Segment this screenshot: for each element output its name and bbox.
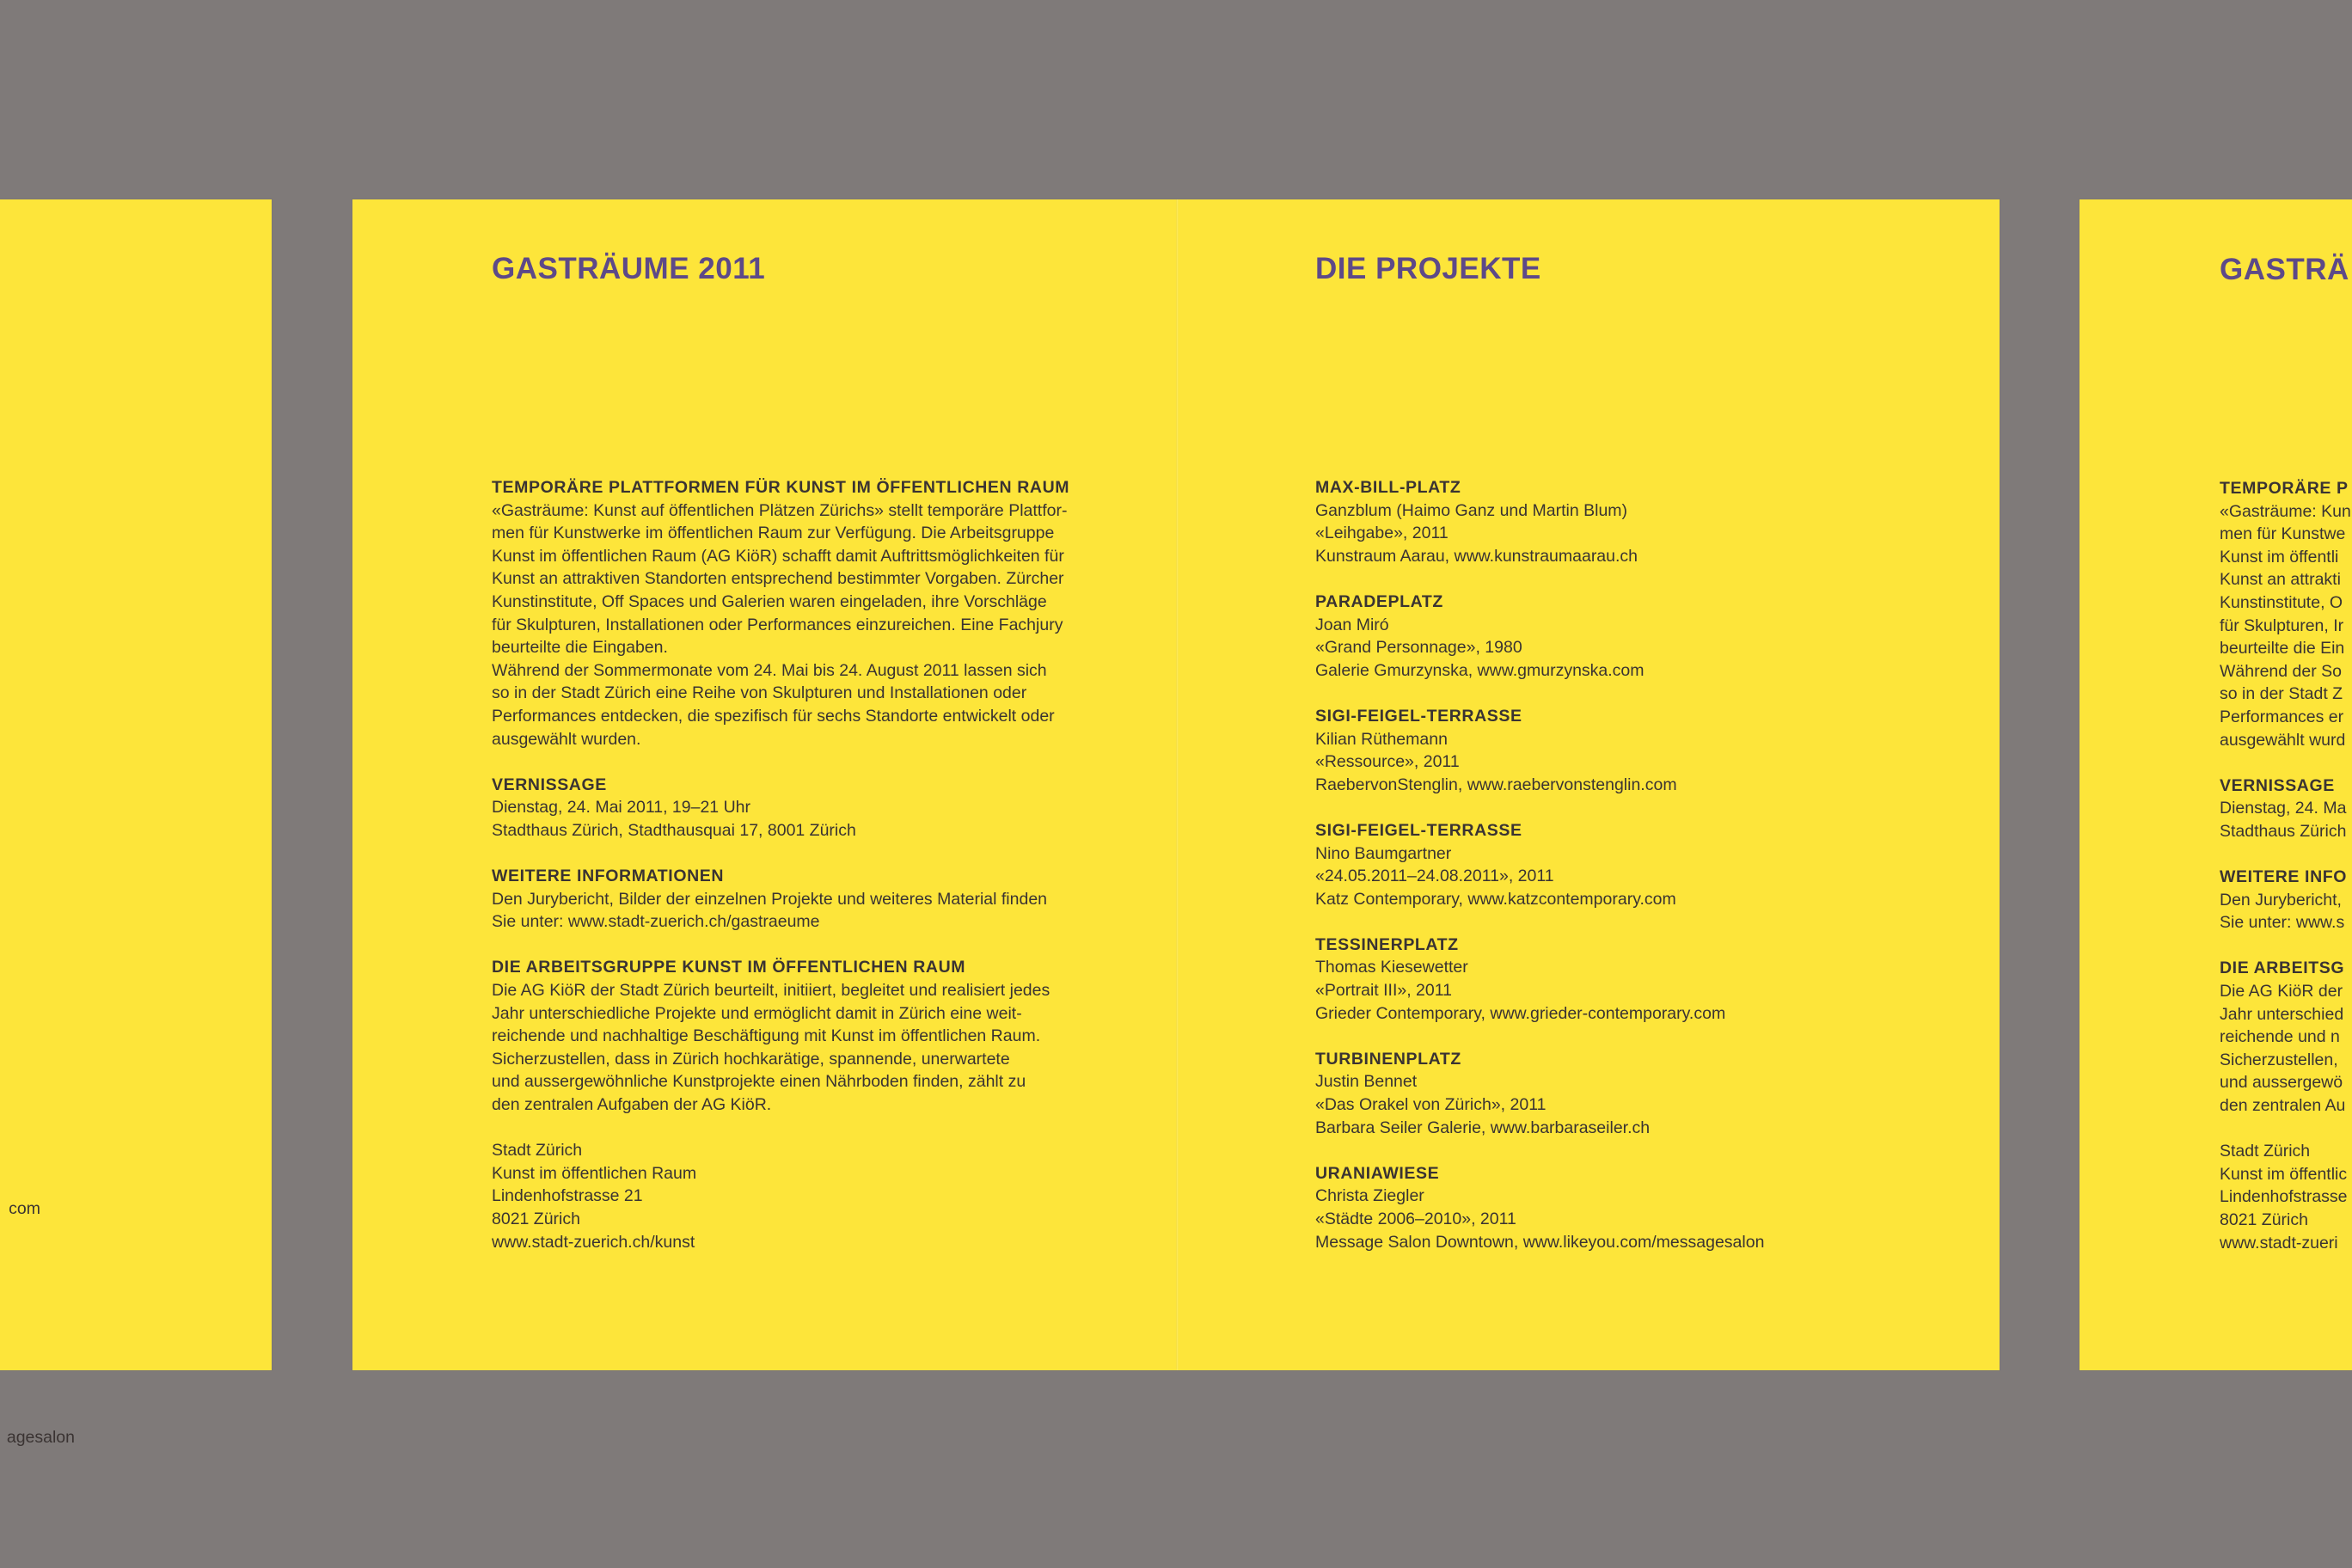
- right-partial-text-line: Kunst an attrakti: [2220, 570, 2341, 590]
- project-presenter: Galerie Gmurzynska, www.gmurzynska.com: [1315, 660, 1645, 680]
- project-work: «Das Orakel von Zürich», 2011: [1315, 1095, 1547, 1115]
- left-panel-section: [492, 956, 1145, 1116]
- left-panel-section: [492, 774, 1145, 842]
- right-partial-section: [2220, 477, 2352, 751]
- left-panel-text-line: Während der Sommermonate vom 24. Mai bis 24. August 2011 lassen sich: [492, 660, 1047, 680]
- right-partial-text-line: Stadthaus Zürich: [2220, 821, 2347, 841]
- project-presenter: Kunstraum Aarau, www.kunstraumaarau.ch: [1315, 546, 1638, 566]
- project-work: «Ressource», 2011: [1315, 752, 1460, 772]
- project-entry: [1315, 591, 1969, 682]
- right-partial-address-line: Stadt Zürich: [2220, 1142, 2311, 1161]
- left-panel-text-line: «Gasträume: Kunst auf öffentlichen Plätzen Zürichs» stellt temporäre Plattfor-: [492, 500, 1068, 520]
- project-entry: [1315, 1048, 1969, 1139]
- left-panel-section: [492, 476, 1145, 750]
- right-partial-text-line: Dienstag, 24. Ma: [2220, 799, 2347, 818]
- left-panel-text-line: so in der Stadt Zürich eine Reihe von Skulpturen und Installationen oder: [492, 683, 1027, 703]
- project-location: TESSINERPLATZ: [1315, 934, 1459, 954]
- left-panel-title: GASTRÄUME 2011: [492, 252, 766, 285]
- project-presenter: RaebervonStenglin, www.raebervonstenglin.com: [1315, 775, 1677, 794]
- right-partial-text-line: men für Kunstwe: [2220, 524, 2346, 544]
- right-partial-section: [2220, 866, 2352, 934]
- right-partial-text-line: Den Jurybericht,: [2220, 890, 2342, 910]
- project-artist: Nino Baumgartner: [1315, 843, 1452, 863]
- projects-list: [1315, 476, 1969, 1277]
- left-panel-section: [492, 865, 1145, 934]
- right-partial-text-line: und aussergewö: [2220, 1073, 2343, 1093]
- project-artist: Christa Ziegler: [1315, 1186, 1424, 1206]
- project-artist: Thomas Kiesewetter: [1315, 958, 1468, 977]
- left-panel-section-heading: WEITERE INFORMATIONEN: [492, 867, 725, 886]
- left-panel-section-heading: DIE ARBEITSGRUPPE KUNST IM ÖFFENTLICHEN RAUM: [492, 958, 966, 977]
- right-partial-text-line: Sie unter: www.s: [2220, 913, 2345, 933]
- project-work: «Städte 2006–2010», 2011: [1315, 1210, 1516, 1228]
- left-panel-text-line: Sie unter: www.stadt-zuerich.ch/gastraeume: [492, 912, 820, 932]
- left-panel-text-line: Sicherzustellen, dass in Zürich hochkarätige, spannende, unerwartete: [492, 1049, 1010, 1069]
- project-location: URANIAWIESE: [1315, 1163, 1440, 1183]
- right-partial-text-line: Kunst im öffentli: [2220, 547, 2339, 567]
- right-partial-section: [2220, 957, 2352, 1117]
- left-panel-content: [492, 476, 1145, 1277]
- project-work: «Leihgabe», 2011: [1315, 524, 1449, 543]
- right-partial-section-heading: VERNISSAGE: [2220, 775, 2335, 795]
- right-partial-sheet: [2079, 199, 2352, 1370]
- left-partial-sheet: [0, 199, 272, 1447]
- project-work: «Grand Personnage», 1980: [1315, 638, 1522, 658]
- project-artist: Justin Bennet: [1315, 1072, 1418, 1092]
- right-partial-text-line: den zentralen Au: [2220, 1096, 2346, 1116]
- project-presenter: Katz Contemporary, www.katzcontemporary.com: [1315, 889, 1676, 909]
- left-panel-text-line: Kunst an attraktiven Standorten entsprechend bestimmter Vorgaben. Zürcher: [492, 569, 1064, 589]
- right-partial-address-line: Lindenhofstrasse: [2220, 1187, 2348, 1207]
- left-panel-text-line: Stadthaus Zürich, Stadthausquai 17, 8001 Zürich: [492, 820, 856, 840]
- right-partial-address-line: 8021 Zürich: [2220, 1210, 2308, 1229]
- right-partial-section-heading: DIE ARBEITSG: [2220, 959, 2345, 978]
- right-partial-text-line: für Skulpturen, Ir: [2220, 616, 2344, 635]
- right-panel-title: DIE PROJEKTE: [1315, 252, 1541, 285]
- project-location: SIGI-FEIGEL-TERRASSE: [1315, 706, 1522, 726]
- left-panel-text-line: Performances entdecken, die spezifisch für sechs Standorte entwickelt oder: [492, 706, 1055, 726]
- left-partial-fragment-bottom: agesalon: [6, 1428, 75, 1447]
- project-entry: [1315, 1162, 1969, 1253]
- left-panel-section-heading: VERNISSAGE: [492, 775, 607, 794]
- left-panel-address-line: Lindenhofstrasse 21: [492, 1186, 643, 1206]
- project-entry: [1315, 705, 1969, 796]
- right-partial-section-heading: TEMPORÄRE P: [2220, 479, 2349, 498]
- right-partial-text-line: Jahr unterschied: [2220, 1004, 2344, 1024]
- left-panel-text-line: und aussergewöhnliche Kunstprojekte einen Nährboden finden, zählt zu: [492, 1072, 1026, 1092]
- project-presenter: Barbara Seiler Galerie, www.barbaraseiler.ch: [1315, 1118, 1651, 1137]
- left-panel-address-line: Kunst im öffentlichen Raum: [492, 1163, 697, 1183]
- project-artist: Joan Miró: [1315, 615, 1389, 634]
- right-partial-title: GASTRÄ: [2220, 253, 2349, 286]
- project-presenter: Message Salon Downtown, www.likeyou.com/messagesalon: [1315, 1232, 1765, 1252]
- main-folded-sheet: [352, 199, 2000, 1370]
- project-location: SIGI-FEIGEL-TERRASSE: [1315, 820, 1522, 840]
- right-partial-text-line: ausgewählt wurd: [2220, 730, 2346, 750]
- left-panel-text-line: Den Jurybericht, Bilder der einzelnen Projekte und weiteres Material finden: [492, 889, 1048, 909]
- right-partial-text-line: so in der Stadt Z: [2220, 684, 2343, 704]
- project-artist: Ganzblum (Haimo Ganz und Martin Blum): [1315, 500, 1628, 520]
- project-work: «Portrait III», 2011: [1315, 981, 1452, 1001]
- right-partial-text-line: «Gasträume: Kun: [2220, 501, 2351, 521]
- right-partial-text-line: Performances er: [2220, 707, 2344, 726]
- left-panel-text-line: den zentralen Aufgaben der AG KiöR.: [492, 1095, 772, 1115]
- project-entry: [1315, 934, 1969, 1025]
- left-panel-text-line: ausgewählt wurden.: [492, 729, 641, 749]
- left-panel-text-line: für Skulpturen, Installationen oder Performances einzureichen. Eine Fachjury: [492, 615, 1063, 634]
- left-panel-section-heading: TEMPORÄRE PLATTFORMEN FÜR KUNST IM ÖFFENTLICHEN RAUM: [492, 478, 1070, 497]
- project-presenter: Grieder Contemporary, www.grieder-contemporary.com: [1315, 1003, 1726, 1023]
- right-partial-text-line: reichende und n: [2220, 1027, 2340, 1047]
- left-panel-address-line: Stadt Zürich: [492, 1141, 583, 1161]
- left-panel: [352, 199, 1176, 1370]
- right-panel: [1176, 199, 2000, 1370]
- left-panel-text-line: Dienstag, 24. Mai 2011, 19–21 Uhr: [492, 798, 750, 818]
- left-panel-text-line: Kunst im öffentlichen Raum (AG KiöR) schafft damit Auftrittsmöglichkeiten für: [492, 546, 1064, 566]
- right-partial-text-line: Kunstinstitute, O: [2220, 592, 2343, 612]
- right-partial-text-line: Während der So: [2220, 661, 2342, 681]
- left-panel-address-block: [492, 1139, 1145, 1253]
- project-artist: Kilian Rüthemann: [1315, 729, 1448, 749]
- right-partial-section-heading: WEITERE INFO: [2220, 867, 2348, 887]
- right-partial-text-line: Sicherzustellen,: [2220, 1050, 2338, 1069]
- right-partial-text-line: beurteilte die Ein: [2220, 639, 2345, 658]
- right-partial-address-line: Kunst im öffentlic: [2220, 1164, 2348, 1184]
- project-location: PARADEPLATZ: [1315, 591, 1443, 611]
- project-work: «24.05.2011–24.08.2011», 2011: [1315, 867, 1554, 886]
- project-location: MAX-BILL-PLATZ: [1315, 478, 1461, 497]
- left-panel-address-line: www.stadt-zuerich.ch/kunst: [492, 1232, 695, 1252]
- right-partial-section: [2220, 775, 2352, 843]
- left-panel-text-line: Kunstinstitute, Off Spaces und Galerien waren eingeladen, ihre Vorschläge: [492, 591, 1047, 611]
- left-panel-text-line: men für Kunstwerke im öffentlichen Raum zur Verfügung. Die Arbeitsgruppe: [492, 524, 1055, 543]
- right-partial-address-line: www.stadt-zueri: [2220, 1233, 2338, 1253]
- right-partial-text-line: Die AG KiöR der: [2220, 982, 2343, 1001]
- right-partial-content: [2220, 477, 2352, 1277]
- left-panel-text-line: beurteilte die Eingaben.: [492, 638, 668, 658]
- left-panel-text-line: Jahr unterschiedliche Projekte und ermöglicht damit in Zürich eine weit-: [492, 1003, 1022, 1023]
- right-partial-address-block: [2220, 1140, 2352, 1254]
- left-panel-text-line: reichende und nachhaltige Beschäftigung mit Kunst im öffentlichen Raum.: [492, 1026, 1041, 1046]
- left-panel-address-line: 8021 Zürich: [492, 1210, 580, 1228]
- project-location: TURBINENPLATZ: [1315, 1049, 1461, 1069]
- project-entry: [1315, 476, 1969, 567]
- project-entry: [1315, 819, 1969, 910]
- left-panel-text-line: Die AG KiöR der Stadt Zürich beurteilt, initiiert, begleitet und realisiert jedes: [492, 981, 1050, 1001]
- left-partial-fragment-top: com: [9, 1199, 40, 1218]
